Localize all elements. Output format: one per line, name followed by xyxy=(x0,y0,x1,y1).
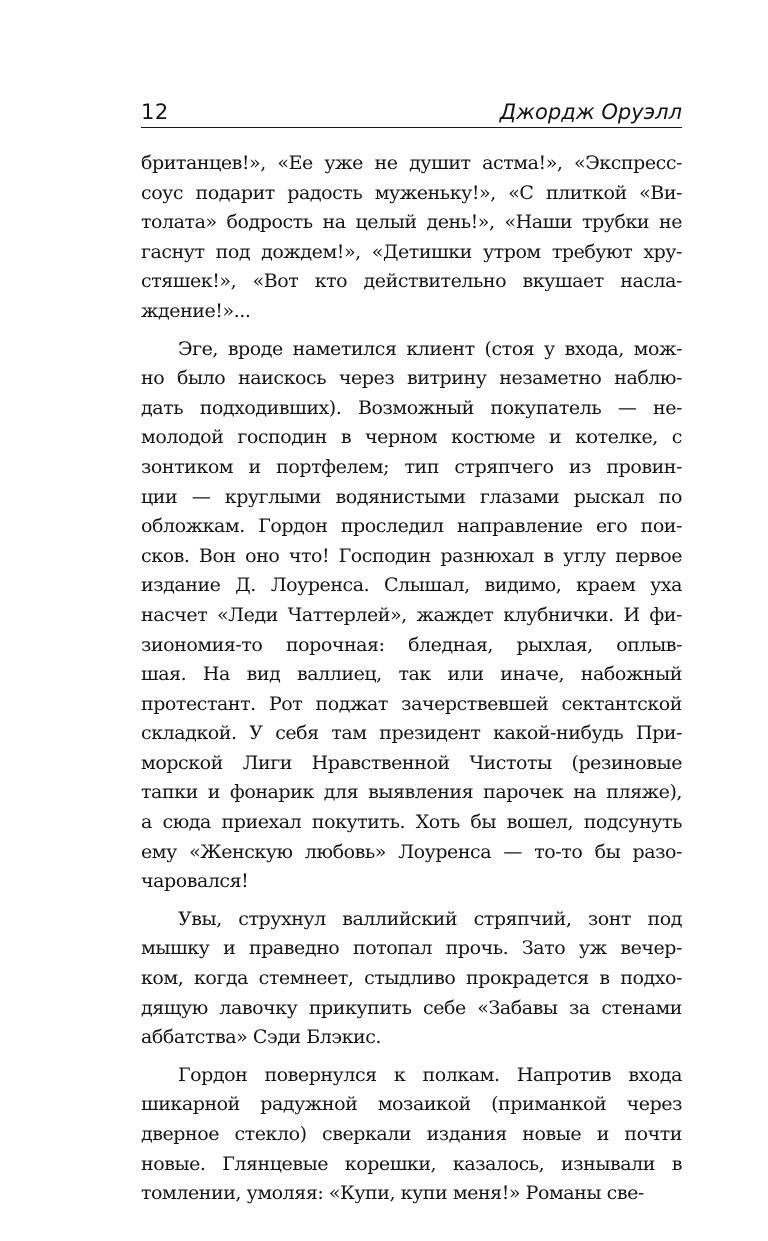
text-line: зиономия-то порочная: бледная, рыхлая, оплыв- xyxy=(141,633,682,656)
running-head-author: Джордж Оруэлл xyxy=(499,100,682,124)
body-text xyxy=(141,149,682,1209)
text-line: Эге, вроде наметился клиент (стоя у входа, мож- xyxy=(178,337,682,360)
text-line: стяшек!», «Вот кто действительно вкушает насла- xyxy=(141,270,682,293)
text-line: соус подарит радость муженьку!», «С плиткой «Ви- xyxy=(141,181,682,204)
paragraph xyxy=(141,905,682,1053)
text-line: дверное стекло) сверкали издания новые и почти xyxy=(141,1123,682,1145)
text-line: ему «Женскую любовь» Лоуренса — то-то бы разо- xyxy=(141,840,682,863)
text-line: обложкам. Гордон проследил направление его пои- xyxy=(141,515,682,538)
text-line: протестант. Рот поджат зачерствевшей сектантской xyxy=(141,692,682,715)
text-line: британцев!», «Ее уже не душит астма!», «Экспресс- xyxy=(141,152,682,174)
paragraph xyxy=(141,149,682,327)
text-line: насчет «Леди Чаттерлей», жаждет клубнички. И фи- xyxy=(141,603,682,626)
text-line: молодой господин в черном костюме и котелке, с xyxy=(141,426,682,449)
text-line: Увы, струхнул валлийский стряпчий, зонт под xyxy=(178,907,682,930)
text-line: зонтиком и портфелем; тип стряпчего из провин- xyxy=(141,455,682,478)
text-line: мышку и праведно потопал прочь. Зато уж вечер- xyxy=(141,937,682,960)
text-line: ции — круглыми водянистыми глазами рыскал по xyxy=(141,485,682,508)
text-line: издание Д. Лоуренса. Слышал, видимо, краем уха xyxy=(141,574,682,597)
text-line: но было наискось через витрину незаметно наблю- xyxy=(141,367,682,390)
text-line: сков. Вон оно что! Господин разнюхал в углу первое xyxy=(141,544,682,567)
text-line: тапки и фонарик для выявления парочек на пляже), xyxy=(141,781,682,804)
text-line: томлении, умоляя: «Купи, купи меня!» Романы све- xyxy=(141,1182,644,1205)
paragraph xyxy=(141,1061,682,1209)
text-line: а сюда приехал покутить. Хоть бы вошел, подсунуть xyxy=(141,811,682,834)
running-head xyxy=(141,92,682,128)
text-line: новые. Глянцевые корешки, казалось, изнывали в xyxy=(141,1152,682,1175)
page-number: 12 xyxy=(141,100,169,124)
text-line: шая. На вид валлиец, так или иначе, набожный xyxy=(141,663,682,686)
text-line: Гордон повернулся к полкам. Напротив входа xyxy=(178,1063,682,1086)
text-line: морской Лиги Нравственной Чистоты (резиновые xyxy=(141,751,682,774)
text-line: гаснут под дождем!», «Детишки утром требуют хру- xyxy=(141,240,682,263)
text-line: ждение!»... xyxy=(141,299,251,322)
text-line: чаровался! xyxy=(141,870,249,893)
text-line: складкой. У себя там президент какой-нибудь При- xyxy=(141,722,682,745)
text-line: шикарной радужной мозаикой (приманкой через xyxy=(141,1093,682,1116)
text-line: дящую лавочку прикупить себе «Забавы за стенами xyxy=(141,996,682,1019)
text-line: толата» бодрость на целый день!», «Наши трубки не xyxy=(141,211,682,234)
book-page xyxy=(141,92,682,1217)
text-line: ком, когда стемнеет, стыдливо прокрадется в подхо- xyxy=(141,967,682,990)
text-line: дать подходивших). Возможный покупатель — не- xyxy=(141,396,682,419)
text-line: аббатства» Сэди Блэкис. xyxy=(141,1026,382,1049)
paragraph xyxy=(141,335,682,897)
